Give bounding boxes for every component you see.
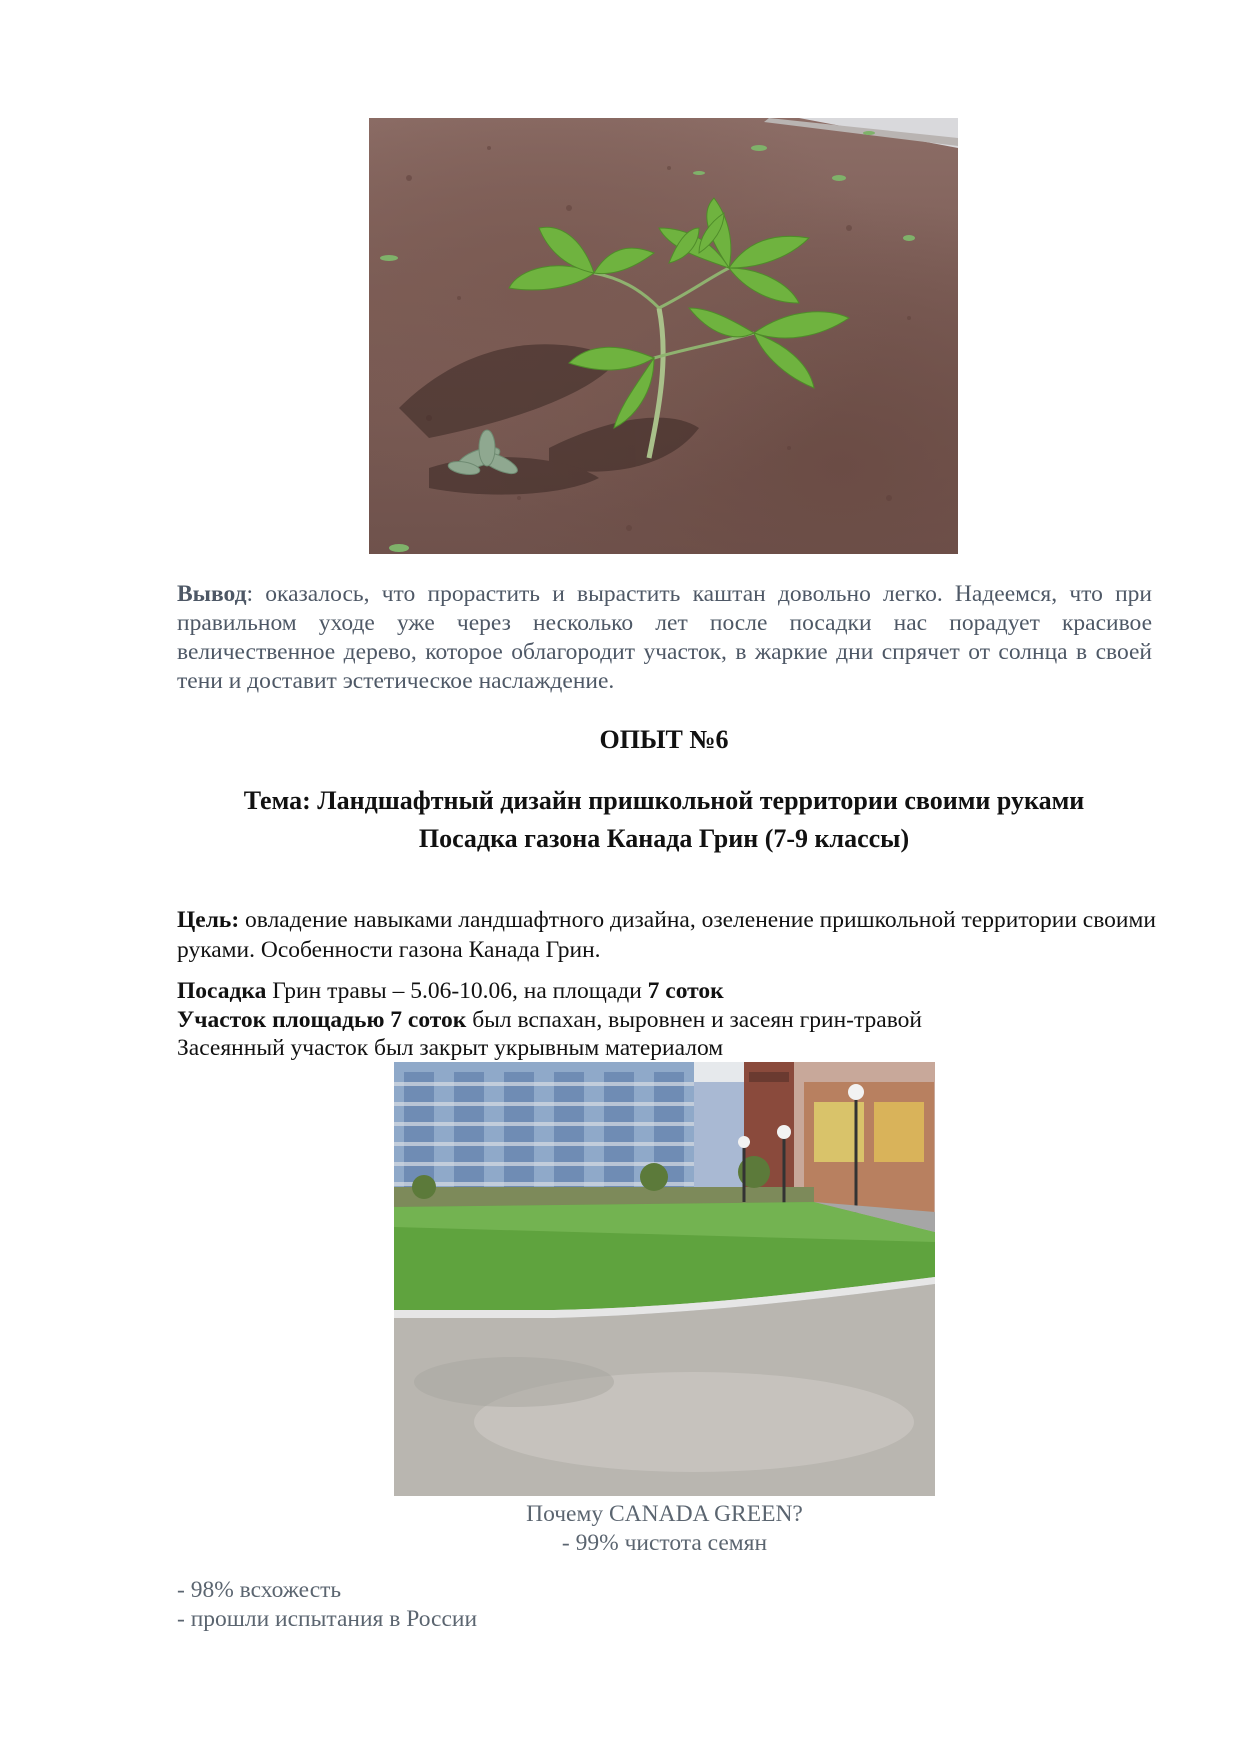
- experiment-topic: [150, 782, 1178, 858]
- plot-line: [177, 1006, 1157, 1035]
- plot-text: был вспахан, выровнен и засеян грин-травой: [466, 1006, 923, 1033]
- conclusion-paragraph: [177, 580, 1152, 696]
- goal-paragraph: [177, 905, 1157, 965]
- conclusion-text: : оказалось, что прорастить и вырастить каштан довольно легко. Надеемся, что при правильном уходе уже через несколько лет после посадки нас порадует красивое величественное дерево, которое облагородит участок, в жаркие дни спрячет от солнца в своей тени и доставит эстетическое наслаждение.: [177, 581, 1152, 694]
- advantages-list: [177, 1576, 777, 1634]
- experiment-title: ОПЫТ №6: [599, 725, 729, 754]
- chestnut-seedling-photo: [369, 118, 958, 554]
- goal-label: Цель:: [177, 907, 240, 933]
- plot-label: Участок площадью 7 соток: [177, 1006, 467, 1033]
- goal-text: овладение навыками ландшафтного дизайна, озеленение пришкольной территории своими руками. Особенности газона Канада Грин.: [177, 907, 1156, 963]
- why-question: Почему CANADA GREEN?: [526, 1501, 803, 1527]
- covered-line: Засеянный участок был закрыт укрывным материалом: [177, 1035, 724, 1061]
- planting-line: [177, 977, 1157, 1006]
- planting-area: 7 соток: [647, 978, 724, 1004]
- topic-line-2: Посадка газона Канада Грин (7-9 классы): [418, 824, 910, 853]
- germination-line: - 98% всхожесть: [177, 1577, 342, 1603]
- purity-line: - 99% чистота семян: [561, 1530, 768, 1556]
- planting-text: Грин травы – 5.06-10.06, на площади: [266, 978, 648, 1004]
- lawn-photo: [394, 1062, 935, 1496]
- topic-line-1: Тема: Ландшафтный дизайн пришкольной территории своими руками: [243, 786, 1085, 815]
- conclusion-label: Вывод: [177, 581, 247, 607]
- planting-label: Посадка: [177, 978, 267, 1004]
- tested-line: - прошли испытания в России: [177, 1606, 478, 1632]
- planting-details: [177, 977, 1157, 1063]
